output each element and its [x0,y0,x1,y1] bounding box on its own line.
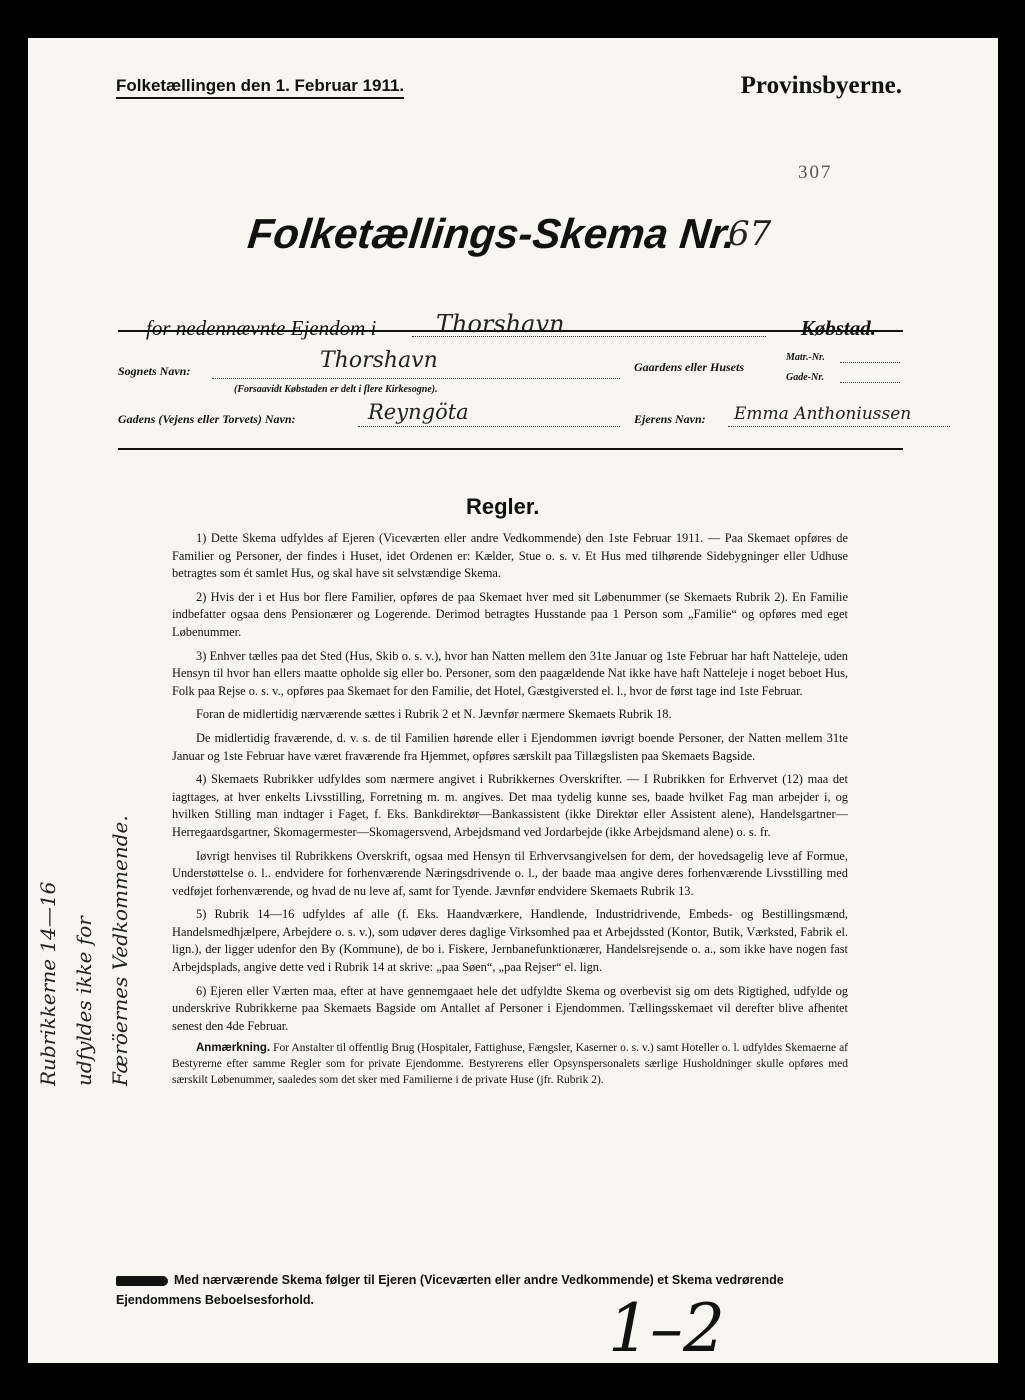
gade-label: Gade-Nr. [786,372,825,383]
parish-dotted-line [212,378,620,379]
rule-paragraph: Iøvrigt henvises til Rubrikkens Overskrift, ogsaa med Hensyn til Erhvervsangivelsen for dem, der hovedsagelig leve af Formue, Understøttelse o. l.. endvidere for forhenværende Næringsdrivende o. l., der baade maa angive deres forhenværende Livsstilling med vedføjet forhenværende, og hvad de nu leve af, samt for Tyende. Jævnfør endvidere Skemaets Rubrik 13. [172,848,848,898]
rule-paragraph: 4) Skemaets Rubrikker udfyldes som nærmere angivet i Rubrikkernes Overskrifter. — I Rubrikken for Erhvervet (12) maa det iagttages, at hver enkelts Livsstilling, Forretning m. m. angives. Det maa tydelig kunne ses, baade hvilket Fag man arbejder i, og hvilken Stilling man indtager i Faget, f. Eks. Bankdirektør—Bankassistent (ikke Direktør eller Assistent alene), Handelsgartner—Herregaardsgartner, Skomagermester—Skomagersvend, Arbejdsmand ved Jordarbejde (ikke Arbejdsmand alene) o. s. fr. [172,772,848,839]
rule-paragraph: 2) Hvis der i et Hus bor flere Familier, opføres de paa Skemaet hver med sit Løbenummer (se Skemaets Rubrik 2). En Familie indbefatter ogsaa dens Pensionærer og Logerende. Derimod betragtes Husstande paa 1 Person som „Familie“ og opføres med eget Løbenummer. [172,589,848,639]
property-row [146,310,876,344]
divider-bottom [118,448,903,450]
street-dotted-line [358,426,620,427]
side-note [36,815,132,1086]
rules-body [172,530,848,1094]
census-form-page [28,38,998,1367]
rule-paragraph: 5) Rubrik 14—16 udfyldes af alle (f. Eks. Haandværkere, Handlende, Industridrivende, Embeds- og Bestillingsmænd, Handelsmedhjælpere, Arbejdere o. s. v.), som udøver deres daglige Virksomhed paa et Arbejdssted (Kontor, Butik, Værksted, Fabrik el. lign.), der ligger udenfor den By (Kommune), de bo i. Fiskere, Jernbanefunktionærer, Handelsrejsende o. a., som ikke have nogen fast Arbejdsplads, angive dette ved i Rubrik 14 at skrive: „paa Søen“, „paa Rejser“ el. lign. [172,907,848,975]
header-region: Provinsbyerne. [740,72,902,99]
rule-note [172,1041,848,1088]
property-prefix: for nedennævnte Ejendom i [146,316,377,340]
rules-title: Regler. [466,494,540,519]
farm-label: Gaardens eller Husets [634,360,745,374]
footer-text: Med nærværende Skema følger til Ejeren (Viceværten eller andre Vedkommende) et Skema vedrørende Ejendommens Beboelsesforhold. [116,1273,784,1307]
owner-dotted-line [728,426,950,427]
property-city: Thorshavn [436,310,565,338]
form-number: 67 [728,214,772,254]
matr-dotted-line [840,362,900,363]
side-note-line-3: Færöernes Vedkommende. [108,815,132,1086]
rule-paragraph: Foran de midlertidig nærværende sættes i Rubrik 2 et N. Jævnfør nærmere Skemaets Rubrik 18. [196,707,672,722]
handwritten-number: 1–2 [608,1290,725,1367]
stamp-number: 307 [798,162,833,183]
parish-note: (Forsaavidt Købstaden er delt i flere Kirkesogne). [234,384,438,395]
divider-top [118,330,903,332]
form-title: Folketællings-Skema Nr. [245,210,739,257]
note-text: For Anstalter til offentlig Brug (Hospitaler, Fattighuse, Fængsler, Kaserner o. s. v.) samt Hoteller o. l. udfyldes Skemaerne af Bestyrerne efter samme Regler som for private Ejendomme. Bestyrerens eller Opsynspersonalets særlige Husholdninger skulle opføres med særskilt Løbenummer, saaledes som det sker med Familierne i de private Huse (jfr. Rubrik 2). [172,1042,848,1086]
gade-dotted-line [840,382,900,383]
rule-paragraph: 3) Enhver tælles paa det Sted (Hus, Skib o. s. v.), hvor han Natten mellem den 31te Januar og 1ste Februar har haft Natteleje, uden Hensyn til hvor han ellers maatte opholde sig eller bo. Personer, som den paagældende Nat ikke have haft Natteleje i noget beboet Hus, Folk paa Rejse o. s. v., opføres paa Skemaet for den Familie, det Hotel, Gæstgiversted el. l., hvor de først tage ind 1ste Februar. [172,648,848,698]
side-note-line-2: udfyldes ikke for [72,916,96,1086]
header-census-date: Folketællingen den 1. Februar 1911. [116,76,404,99]
rule-paragraph: 1) Dette Skema udfyldes af Ejeren (Viceværten eller andre Vedkommende) den 1ste Februar 1911. — Paa Skemaet opføres de Familier og Personer, der findes i Huset, idet Ordenen er: Kælder, Stue o. s. v. Et Hus med tilhørende Sidebygninger eller Udhuse betragtes som ét samlet Hus, og skal have sit selvstændige Skema. [172,531,848,581]
note-label: Anmærkning. [196,1042,271,1055]
side-note-line-1: Rubrikkerne 14—16 [36,881,60,1086]
parish-value: Thorshavn [320,348,438,373]
owner-value: Emma Anthoniussen [734,404,912,424]
street-label: Gadens (Vejens eller Torvets) Navn: [118,412,296,426]
street-value: Reyngöta [368,400,469,424]
pointing-hand-icon [116,1276,168,1286]
rule-paragraph: 6) Ejeren eller Værten maa, efter at have gennemgaaet hele det udfyldte Skema og overbevist sig om dets Rigtighed, udfylde og underskrive Rubrikkerne paa Skemaets Bagside om Antallet af Personer i Ejendommen. Tællingsskemaet vil derefter blive afhentet senest den 4de Februar. [172,983,848,1033]
rule-paragraph: De midlertidig fraværende, d. v. s. de til Familien hørende eller i Ejendommen iøvrigt boende Personer, der Natten mellem 31te Januar og 1ste Februar have været fraværende fra Hjemmet, opføres særskilt paa Tillægslisten paa Skemaets Bagside. [172,730,848,763]
owner-label: Ejerens Navn: [634,412,706,426]
property-suffix: Købstad. [800,316,876,340]
matr-label: Matr.-Nr. [786,352,825,363]
parish-label: Sognets Navn: [118,364,191,378]
footer-note [116,1270,856,1310]
